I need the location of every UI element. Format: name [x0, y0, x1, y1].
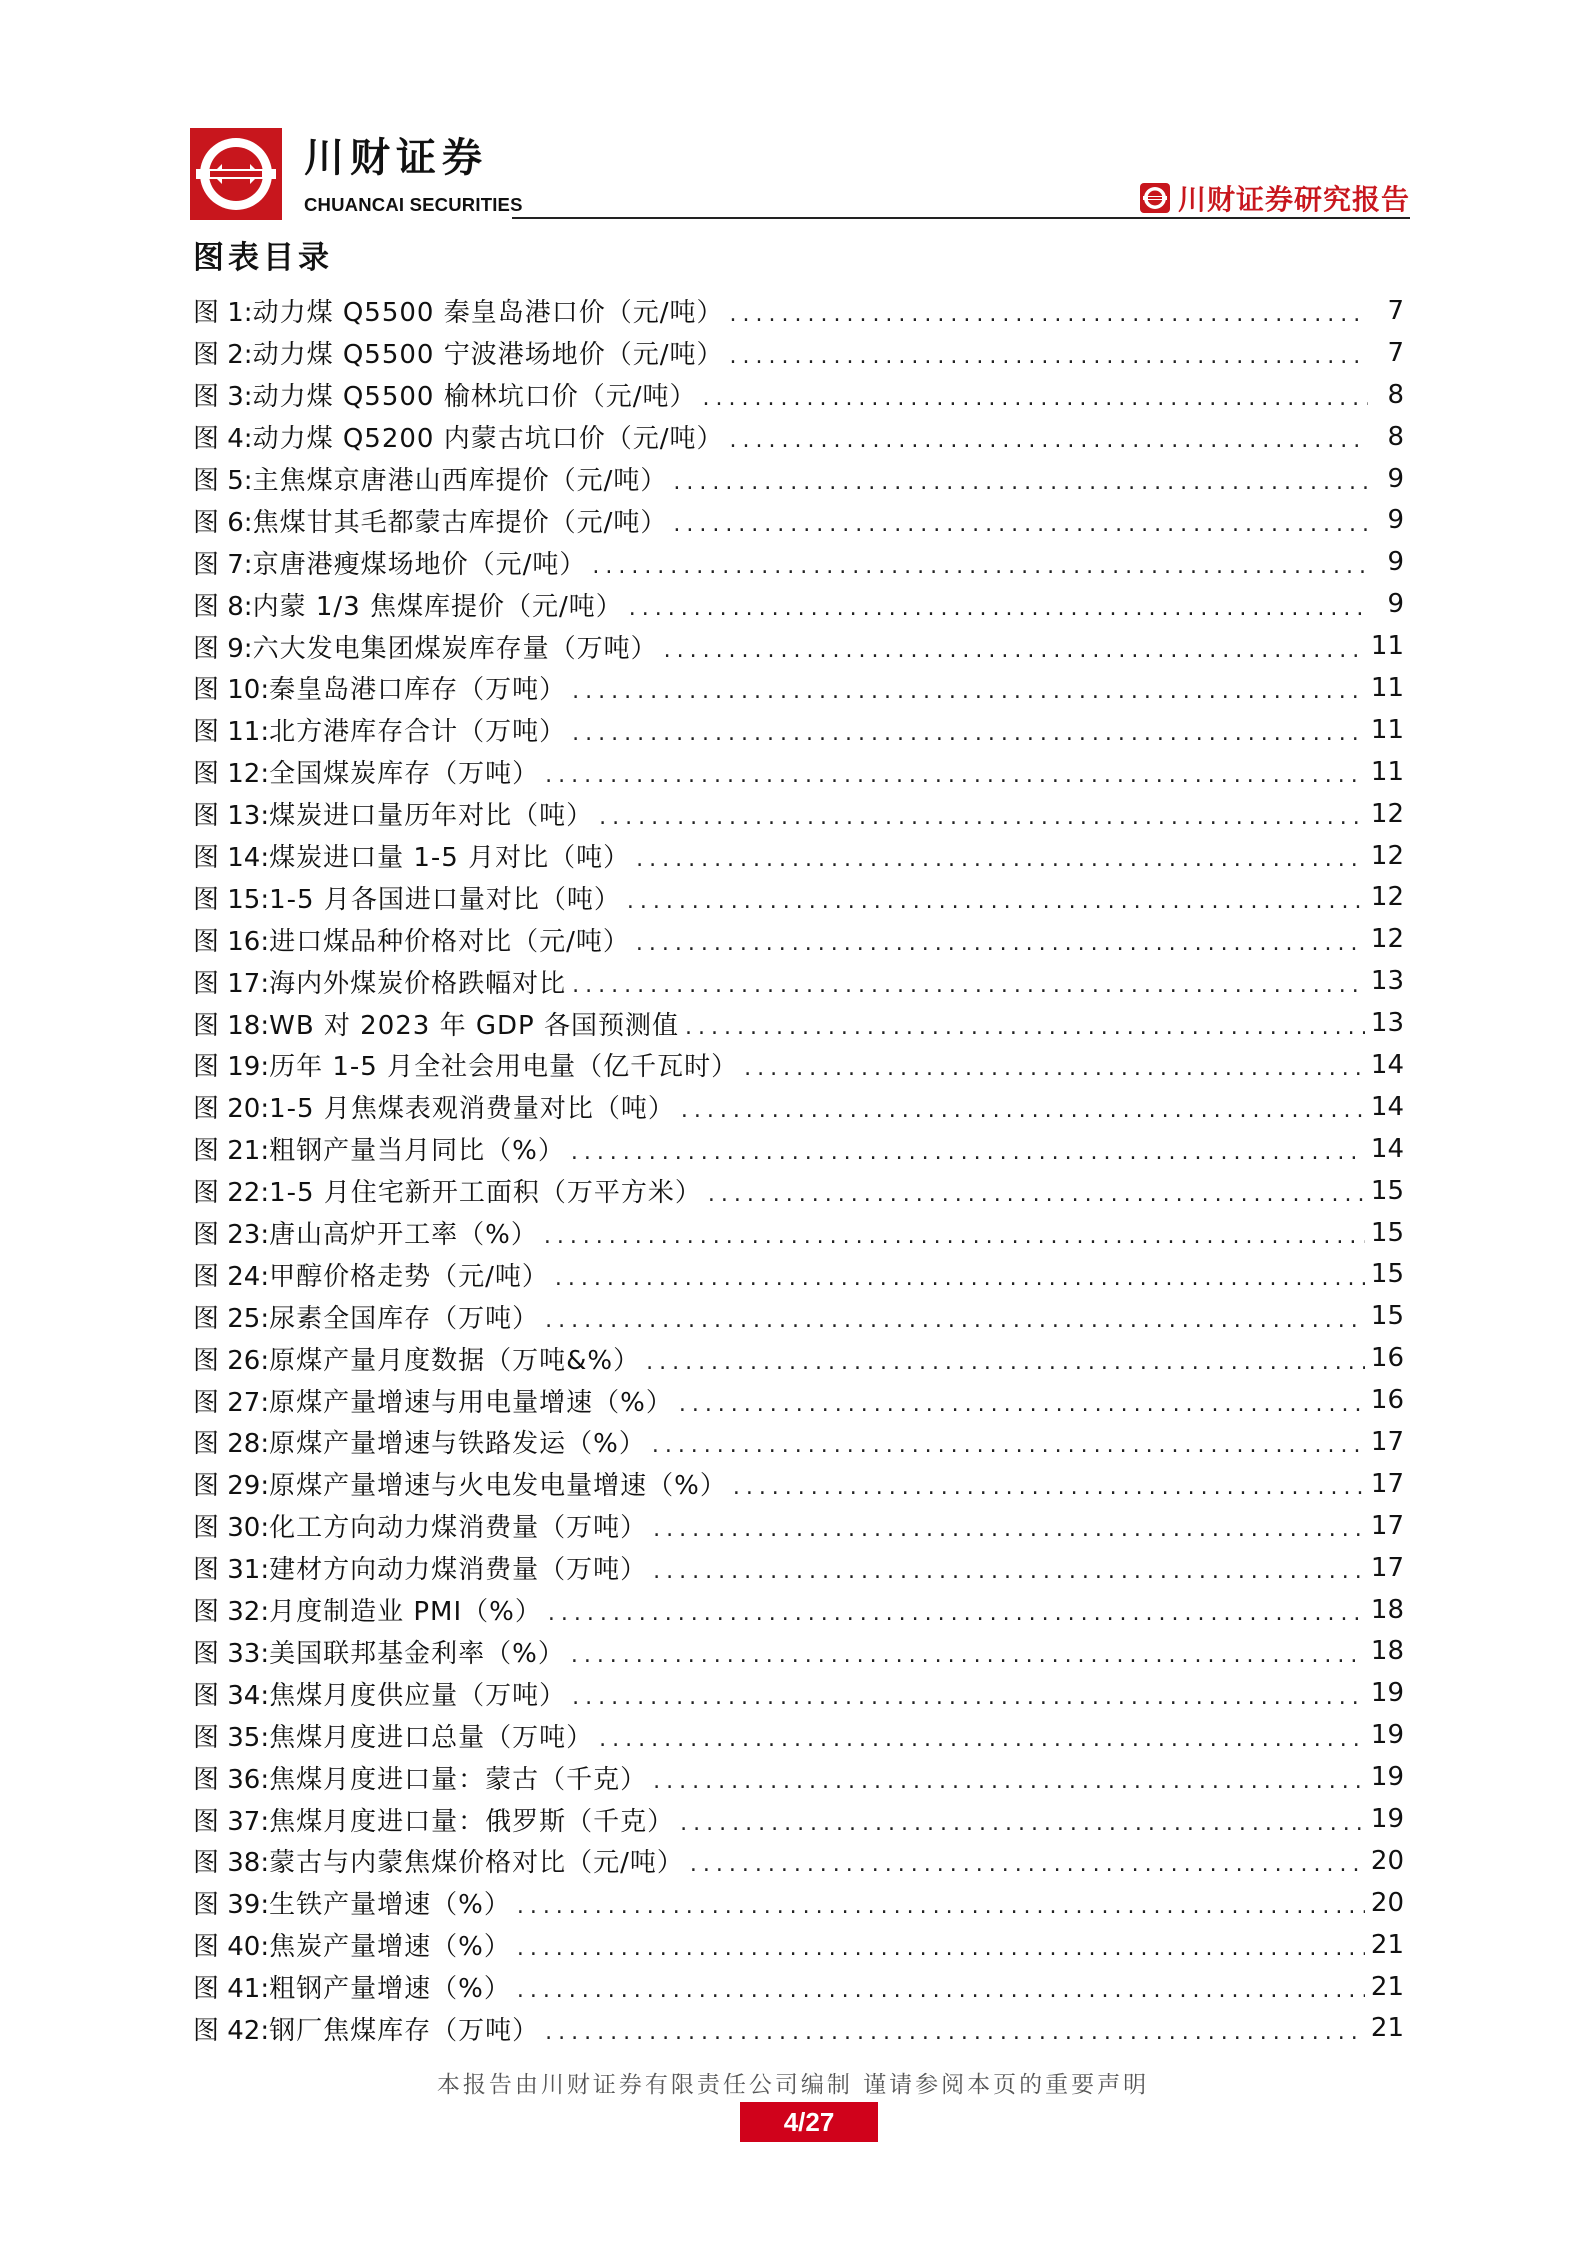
figure-toc-list	[193, 290, 1404, 2049]
toc-entry-number: 图 7:	[193, 549, 253, 580]
toc-entry-page: 17	[1370, 1510, 1404, 1541]
toc-entry-number: 图 33:	[193, 1638, 270, 1669]
toc-leader-dots	[653, 1517, 1365, 1542]
toc-entry-number: 图 28:	[193, 1429, 270, 1460]
toc-entry-page: 14	[1370, 1133, 1404, 1164]
toc-entry-title: 动力煤 Q5500 秦皇岛港口价（元/吨）	[252, 298, 724, 329]
toc-entry-page: 20	[1370, 1845, 1404, 1876]
toc-entry-title: 原煤产量月度数据（万吨&%）	[269, 1345, 641, 1376]
toc-entry-page: 11	[1370, 756, 1404, 787]
toc-entry-number: 图 6:	[193, 507, 253, 538]
toc-entry-page: 12	[1370, 882, 1404, 913]
toc-entry-title: 化工方向动力煤消费量（万吨）	[269, 1513, 648, 1544]
toc-entry-title: 历年 1-5 月全社会用电量（亿千瓦时）	[269, 1052, 739, 1083]
toc-entry[interactable]	[193, 2008, 1404, 2050]
toc-entry-page: 11	[1370, 631, 1404, 662]
toc-entry[interactable]	[193, 541, 1404, 583]
toc-entry[interactable]	[193, 793, 1404, 835]
toc-entry[interactable]	[193, 499, 1404, 541]
toc-entry-title: 焦煤月度供应量（万吨）	[269, 1680, 567, 1711]
toc-entry-number: 图 27:	[193, 1387, 270, 1418]
toc-entry-number: 图 35:	[193, 1722, 270, 1753]
toc-entry[interactable]	[193, 1253, 1404, 1295]
header-divider	[512, 217, 1410, 219]
toc-entry-page: 12	[1370, 840, 1404, 871]
toc-entry-page: 9	[1387, 505, 1404, 536]
toc-leader-dots	[653, 1559, 1365, 1584]
toc-entry-number: 图 20:	[193, 1094, 270, 1125]
toc-entry[interactable]	[193, 1798, 1404, 1840]
toc-entry[interactable]	[193, 1379, 1404, 1421]
toc-leader-dots	[545, 763, 1365, 788]
toc-entry[interactable]	[193, 458, 1404, 500]
toc-leader-dots	[636, 847, 1365, 872]
toc-entry[interactable]	[193, 960, 1404, 1002]
toc-entry-number: 图 19:	[193, 1052, 270, 1083]
toc-leader-dots	[592, 554, 1368, 579]
toc-entry[interactable]	[193, 1672, 1404, 1714]
toc-entry-page: 7	[1387, 337, 1404, 368]
toc-entry-title: 钢厂焦煤库存（万吨）	[269, 2015, 540, 2046]
toc-entry-page: 12	[1370, 924, 1404, 955]
toc-entry-page: 20	[1370, 1887, 1404, 1918]
toc-entry-number: 图 17:	[193, 968, 270, 999]
toc-leader-dots	[730, 302, 1368, 327]
toc-entry-page: 9	[1387, 589, 1404, 620]
toc-entry-number: 图 8:	[193, 591, 253, 622]
toc-entry-number: 图 30:	[193, 1513, 270, 1544]
toc-entry[interactable]	[193, 1631, 1404, 1673]
toc-leader-dots	[652, 1433, 1365, 1458]
company-logo-icon	[190, 128, 282, 220]
toc-entry-title: 内蒙 1/3 焦煤库提价（元/吨）	[252, 591, 623, 622]
toc-entry-page: 9	[1387, 547, 1404, 578]
toc-entry-page: 21	[1370, 1929, 1404, 1960]
toc-entry[interactable]	[193, 1170, 1404, 1212]
toc-entry-number: 图 37:	[193, 1806, 270, 1837]
toc-entry-number: 图 29:	[193, 1471, 270, 1502]
toc-entry[interactable]	[193, 1002, 1404, 1044]
toc-entry-number: 图 32:	[193, 1597, 270, 1628]
toc-entry[interactable]	[193, 1463, 1404, 1505]
toc-entry-number: 图 40:	[193, 1932, 270, 1963]
toc-leader-dots	[629, 596, 1368, 621]
toc-entry-page: 18	[1370, 1594, 1404, 1625]
toc-leader-dots	[517, 1894, 1365, 1919]
toc-leader-dots	[636, 931, 1365, 956]
toc-entry[interactable]	[193, 876, 1404, 918]
toc-entry-page: 17	[1370, 1552, 1404, 1583]
toc-entry-number: 图 1:	[193, 298, 253, 329]
toc-entry-number: 图 4:	[193, 424, 253, 455]
toc-leader-dots	[545, 1308, 1365, 1333]
toc-entry-page: 21	[1370, 2013, 1404, 2044]
toc-entry-number: 图 11:	[193, 717, 270, 748]
toc-leader-dots	[681, 1098, 1365, 1123]
report-label	[1140, 178, 1410, 218]
toc-entry[interactable]	[193, 1714, 1404, 1756]
toc-entry-page: 19	[1370, 1762, 1404, 1793]
toc-entry-title: 秦皇岛港口库存（万吨）	[269, 675, 567, 706]
toc-entry[interactable]	[193, 416, 1404, 458]
toc-leader-dots	[679, 1392, 1365, 1417]
toc-entry-title: 建材方向动力煤消费量（万吨）	[269, 1555, 648, 1586]
toc-leader-dots	[572, 679, 1365, 704]
brand-name-en: CHUANCAI SECURITIES	[304, 194, 523, 215]
section-title: 图表目录	[193, 240, 333, 276]
toc-entry-page: 16	[1370, 1385, 1404, 1416]
toc-entry-page: 16	[1370, 1343, 1404, 1374]
toc-leader-dots	[545, 2020, 1365, 2045]
toc-entry-page: 13	[1370, 1008, 1404, 1039]
toc-entry-title: 六大发电集团煤炭库存量（万吨）	[252, 633, 658, 664]
toc-leader-dots	[653, 1769, 1365, 1794]
page-number-badge: 4/27	[740, 2102, 878, 2142]
toc-leader-dots	[572, 721, 1365, 746]
toc-entry-title: 焦煤月度进口总量（万吨）	[269, 1722, 594, 1753]
toc-entry-title: 焦煤甘其毛都蒙古库提价（元/吨）	[252, 507, 668, 538]
toc-leader-dots	[673, 512, 1368, 537]
toc-entry[interactable]	[193, 1337, 1404, 1379]
toc-entry-number: 图 24:	[193, 1261, 270, 1292]
toc-entry-number: 图 41:	[193, 1974, 270, 2005]
toc-leader-dots	[517, 1978, 1365, 2003]
toc-entry-number: 图 22:	[193, 1178, 270, 1209]
toc-entry-page: 21	[1370, 1971, 1404, 2002]
toc-entry-title: 北方港库存合计（万吨）	[269, 717, 567, 748]
report-label-text: 川财证券研究报告	[1177, 183, 1410, 216]
toc-entry-page: 11	[1370, 672, 1404, 703]
toc-entry[interactable]	[193, 709, 1404, 751]
toc-entry-page: 14	[1370, 1049, 1404, 1080]
toc-leader-dots	[555, 1266, 1365, 1291]
toc-entry[interactable]	[193, 1505, 1404, 1547]
toc-entry-number: 图 25:	[193, 1303, 270, 1334]
toc-entry-page: 15	[1370, 1301, 1404, 1332]
toc-entry[interactable]	[193, 290, 1404, 332]
toc-entry-title: 煤炭进口量历年对比（吨）	[269, 801, 594, 832]
toc-entry[interactable]	[193, 835, 1404, 877]
toc-entry-page: 13	[1370, 966, 1404, 997]
toc-leader-dots	[664, 638, 1365, 663]
toc-entry-number: 图 16:	[193, 926, 270, 957]
toc-entry-page: 8	[1387, 421, 1404, 452]
toc-entry-title: 原煤产量增速与用电量增速（%）	[269, 1387, 673, 1418]
toc-entry-page: 19	[1370, 1678, 1404, 1709]
toc-entry-title: 动力煤 Q5200 内蒙古坑口价（元/吨）	[252, 424, 724, 455]
toc-leader-dots	[703, 386, 1368, 411]
toc-leader-dots	[730, 428, 1368, 453]
toc-entry-title: 原煤产量增速与火电发电量增速（%）	[269, 1471, 727, 1502]
toc-entry-number: 图 21:	[193, 1136, 270, 1167]
toc-entry[interactable]	[193, 918, 1404, 960]
toc-entry-title: 1-5 月各国进口量对比（吨）	[269, 884, 621, 915]
toc-entry-number: 图 2:	[193, 340, 253, 371]
toc-entry[interactable]	[193, 332, 1404, 374]
toc-entry[interactable]	[193, 1044, 1404, 1086]
toc-entry-title: 1-5 月焦煤表观消费量对比（吨）	[269, 1094, 675, 1125]
toc-entry-number: 图 18:	[193, 1010, 270, 1041]
toc-entry-title: 主焦煤京唐港山西库提价（元/吨）	[252, 466, 668, 496]
toc-entry-title: 焦煤月度进口量：蒙古（千克）	[269, 1764, 648, 1795]
toc-entry-title: 粗钢产量当月同比（%）	[269, 1136, 565, 1167]
toc-entry-page: 15	[1370, 1217, 1404, 1248]
toc-entry[interactable]	[193, 1756, 1404, 1798]
toc-entry-number: 图 42:	[193, 2015, 270, 2046]
toc-entry-page: 17	[1370, 1426, 1404, 1457]
toc-entry[interactable]	[193, 374, 1404, 416]
toc-leader-dots	[544, 1224, 1365, 1249]
toc-entry-number: 图 13:	[193, 801, 270, 832]
toc-leader-dots	[646, 1350, 1365, 1375]
toc-entry-number: 图 31:	[193, 1555, 270, 1586]
toc-entry[interactable]	[193, 1924, 1404, 1966]
toc-leader-dots	[730, 344, 1368, 369]
toc-entry[interactable]	[193, 583, 1404, 625]
toc-entry-number: 图 9:	[193, 633, 253, 664]
toc-entry-page: 11	[1370, 714, 1404, 745]
toc-leader-dots	[680, 1811, 1365, 1836]
toc-entry-title: 动力煤 Q5500 榆林坑口价（元/吨）	[252, 382, 697, 413]
toc-leader-dots	[599, 1727, 1365, 1752]
toc-entry-title: 煤炭进口量 1-5 月对比（吨）	[269, 843, 631, 874]
toc-entry-title: 焦煤月度进口量：俄罗斯（千克）	[269, 1806, 675, 1837]
toc-entry[interactable]	[193, 1547, 1404, 1589]
toc-entry-number: 图 36:	[193, 1764, 270, 1795]
toc-entry-title: 进口煤品种价格对比（元/吨）	[269, 926, 630, 957]
toc-leader-dots	[572, 973, 1365, 998]
toc-entry-number: 图 5:	[193, 466, 253, 496]
toc-entry-title: 尿素全国库存（万吨）	[269, 1303, 540, 1334]
toc-entry[interactable]	[193, 1882, 1404, 1924]
toc-entry-number: 图 15:	[193, 884, 270, 915]
toc-leader-dots	[690, 1852, 1365, 1877]
toc-leader-dots	[571, 1140, 1365, 1165]
toc-entry-title: WB 对 2023 年 GDP 各国预测值	[269, 1010, 679, 1041]
toc-entry-title: 粗钢产量增速（%）	[269, 1974, 511, 2005]
toc-entry-page: 12	[1370, 798, 1404, 829]
toc-entry[interactable]	[193, 1128, 1404, 1170]
toc-entry[interactable]	[193, 1295, 1404, 1337]
toc-entry-title: 全国煤炭库存（万吨）	[269, 759, 540, 790]
toc-entry-page: 18	[1370, 1636, 1404, 1667]
toc-leader-dots	[733, 1475, 1365, 1500]
toc-entry-title: 生铁产量增速（%）	[269, 1890, 511, 1921]
toc-entry-page: 19	[1370, 1804, 1404, 1834]
toc-entry-title: 唐山高炉开工率（%）	[269, 1220, 538, 1251]
toc-entry[interactable]	[193, 751, 1404, 793]
toc-entry-number: 图 10:	[193, 675, 270, 706]
toc-leader-dots	[627, 889, 1365, 914]
brand-name-cn: 川财证券	[304, 135, 488, 181]
toc-entry-title: 海内外煤炭价格跌幅对比	[269, 968, 567, 999]
toc-entry-page: 7	[1387, 295, 1404, 326]
toc-entry[interactable]	[193, 667, 1404, 709]
toc-entry-number: 图 14:	[193, 843, 270, 874]
toc-leader-dots	[673, 470, 1368, 495]
brand-mark-icon	[1140, 183, 1170, 213]
toc-entry-number: 图 26:	[193, 1345, 270, 1376]
toc-entry[interactable]	[193, 1840, 1404, 1882]
toc-entry-number: 图 39:	[193, 1890, 270, 1921]
toc-entry-title: 美国联邦基金利率（%）	[269, 1638, 565, 1669]
toc-entry-number: 图 3:	[193, 382, 253, 413]
toc-entry-page: 15	[1370, 1175, 1404, 1206]
toc-entry-title: 动力煤 Q5500 宁波港场地价（元/吨）	[252, 340, 724, 371]
toc-entry-page: 17	[1370, 1468, 1404, 1499]
toc-entry-number: 图 38:	[193, 1848, 270, 1879]
toc-leader-dots	[685, 1015, 1365, 1040]
toc-entry-title: 1-5 月住宅新开工面积（万平方米）	[269, 1178, 702, 1209]
toc-entry-title: 京唐港瘦煤场地价（元/吨）	[252, 549, 587, 580]
toc-leader-dots	[744, 1056, 1365, 1081]
toc-leader-dots	[572, 1685, 1365, 1710]
toc-entry-title: 焦炭产量增速（%）	[269, 1932, 511, 1963]
toc-leader-dots	[517, 1936, 1365, 1961]
toc-leader-dots	[571, 1643, 1365, 1668]
toc-entry[interactable]	[193, 1589, 1404, 1631]
toc-entry[interactable]	[193, 1086, 1404, 1128]
toc-entry[interactable]	[193, 1421, 1404, 1463]
toc-entry-title: 甲醇价格走势（元/吨）	[269, 1261, 549, 1292]
toc-entry-title: 蒙古与内蒙焦煤价格对比（元/吨）	[269, 1848, 684, 1879]
toc-entry[interactable]	[193, 1212, 1404, 1254]
toc-entry-title: 月度制造业 PMI（%）	[269, 1597, 542, 1628]
toc-entry-page: 19	[1370, 1720, 1404, 1751]
toc-leader-dots	[599, 805, 1365, 830]
toc-leader-dots	[548, 1601, 1365, 1626]
toc-entry-number: 图 12:	[193, 759, 270, 790]
toc-entry-page: 15	[1370, 1259, 1404, 1290]
footer-disclaimer: 本报告由川财证券有限责任公司编制 谨请参阅本页的重要声明	[436, 2072, 1150, 2098]
toc-entry[interactable]	[193, 1966, 1404, 2008]
toc-entry-number: 图 23:	[193, 1220, 270, 1251]
toc-entry-page: 9	[1387, 463, 1404, 494]
toc-entry[interactable]	[193, 625, 1404, 667]
toc-entry-number: 图 34:	[193, 1680, 270, 1711]
toc-entry-page: 14	[1370, 1091, 1404, 1122]
toc-entry-page: 8	[1387, 379, 1404, 410]
toc-leader-dots	[708, 1182, 1365, 1207]
toc-entry-title: 原煤产量增速与铁路发运（%）	[269, 1429, 646, 1460]
